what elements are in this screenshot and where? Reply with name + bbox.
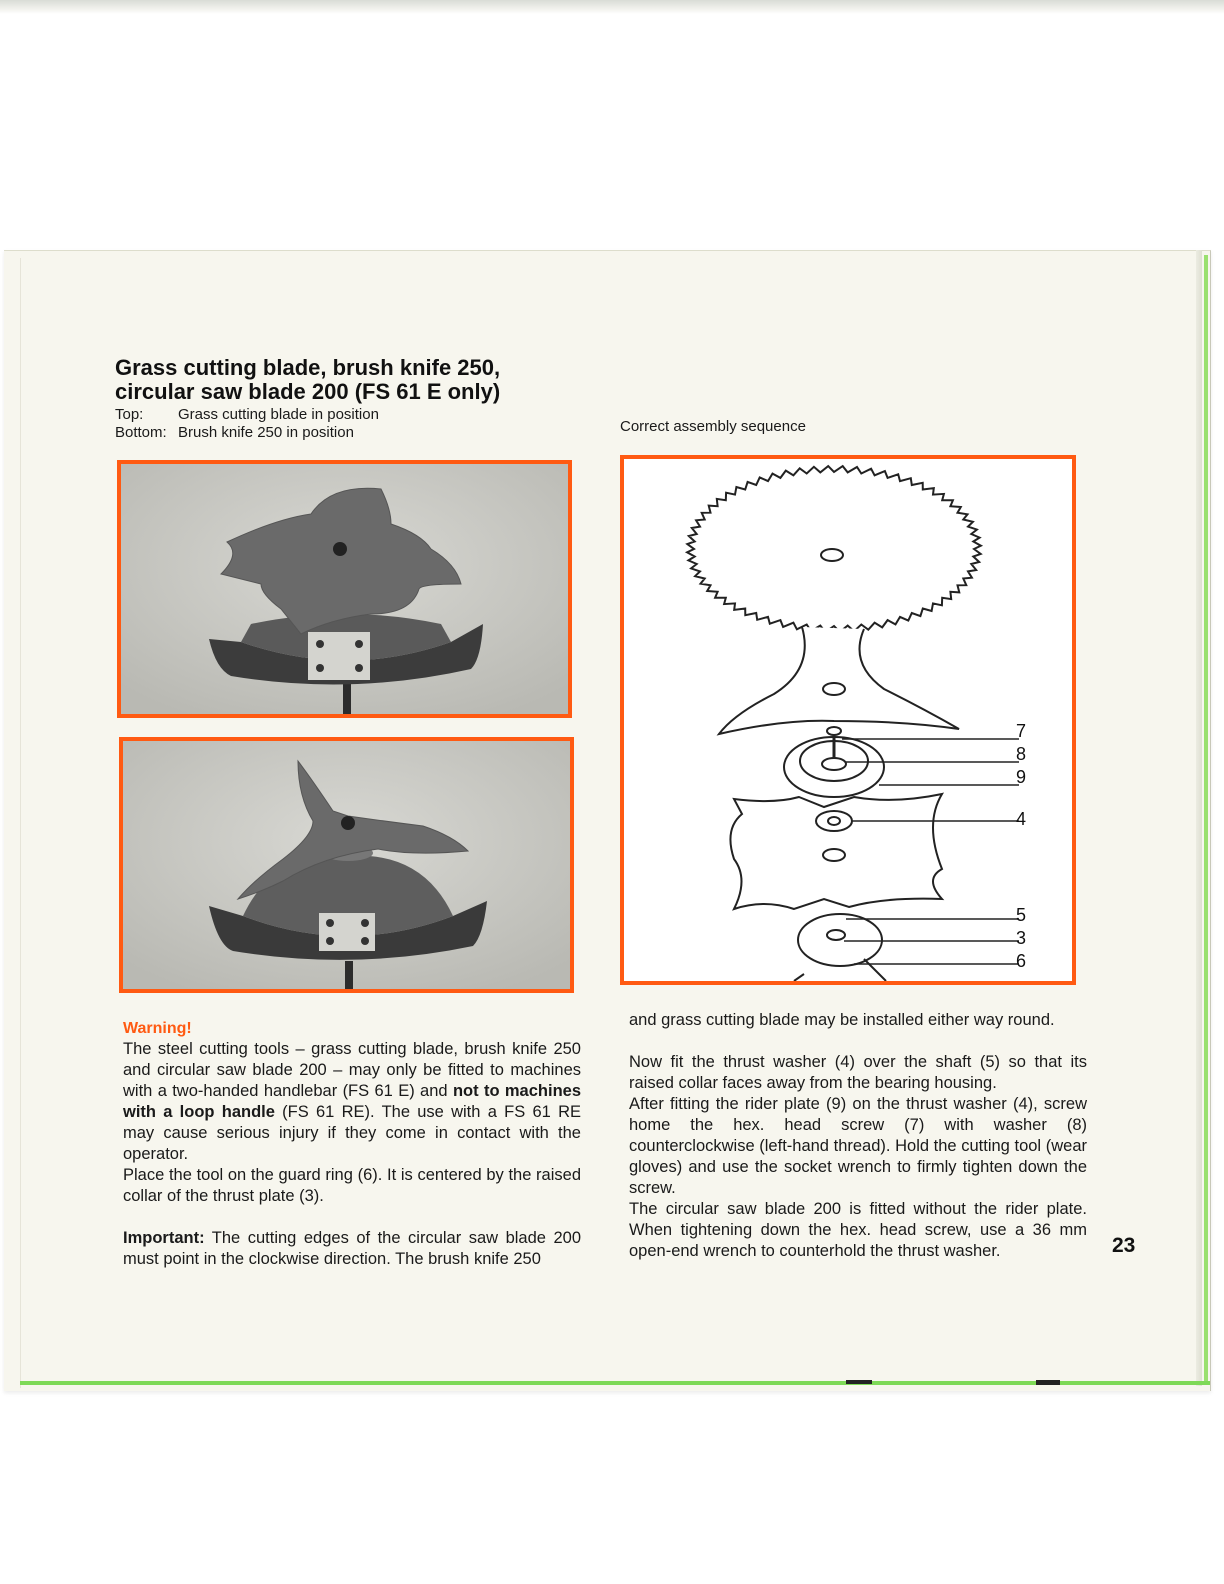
warning-text-end: (FS 61 RE). The use with a FS 61 RE may cause serious injury if they come in contact with the operator.	[123, 1103, 581, 1163]
caption-bottom-label: Bottom:	[115, 424, 167, 441]
caption-bottom-text: Brush knife 250 in position	[178, 424, 354, 441]
title-line-1: Grass cutting blade, brush knife 250,	[115, 355, 501, 380]
warning-text: The steel cutting tools – grass cutting blade, brush knife 250 and circular saw blade 200 – may only be fitted to machines with a two-handed handlebar (FS 61 E) and	[123, 1040, 581, 1100]
diagram-label: 7	[1016, 721, 1027, 741]
left-column-text	[123, 1018, 581, 1270]
warning-heading: Warning!	[123, 1020, 192, 1037]
right-column-text	[629, 1010, 1087, 1262]
warning-paragraph	[123, 1039, 581, 1165]
diagram-label: 5	[1016, 905, 1027, 925]
diagram-label: 3	[1016, 928, 1027, 948]
title-line-2: circular saw blade 200 (FS 61 E only)	[115, 379, 501, 404]
placement-paragraph: Place the tool on the guard ring (6). It is centered by the raised collar of the thrust plate (3).	[123, 1166, 581, 1205]
thrust-washer-paragraph: Now fit the thrust washer (4) over the shaft (5) so that its raised collar faces away from the bearing housing.	[629, 1053, 1087, 1092]
bottom-marker	[1036, 1380, 1060, 1385]
important-paragraph	[123, 1228, 581, 1270]
bottom-marker	[846, 1380, 872, 1384]
green-page-edge-bottom	[20, 1381, 1210, 1385]
scan-top-edge	[0, 0, 1224, 14]
grass-cutting-blade-photo	[117, 460, 572, 718]
page-stack-edge	[1196, 250, 1202, 1386]
caption-top-label: Top:	[115, 406, 144, 423]
diagram-label: 6	[1016, 951, 1027, 971]
page-number: 23	[1112, 1234, 1136, 1257]
photo-caption	[115, 406, 379, 442]
green-page-edge-right	[1204, 255, 1208, 1383]
warning-bold-text: not to machines with a loop handle	[123, 1082, 582, 1121]
brush-knife-photo	[119, 737, 574, 993]
diagram-label: 4	[1016, 809, 1027, 829]
diagram-label: 9	[1016, 767, 1027, 787]
saw-blade-paragraph: The circular saw blade 200 is fitted without the rider plate. When tightening down the hex. head screw, use a 36 mm open-end wrench to counterhold the thrust washer.	[629, 1200, 1087, 1260]
caption-top-text: Grass cutting blade in position	[178, 406, 379, 423]
diagram-caption: Correct assembly sequence	[620, 418, 806, 435]
continuation-paragraph: and grass cutting blade may be installed either way round.	[629, 1011, 1055, 1029]
diagram-label: 8	[1016, 744, 1027, 764]
rider-plate-paragraph: After fitting the rider plate (9) on the thrust washer (4), screw home the hex. head screw (7) with washer (8) counterclockwise (left-hand thread). Hold the cutting tool (wear gloves) and use the socket wrench to firmly tighten down the screw.	[629, 1095, 1087, 1197]
important-label: Important:	[123, 1229, 205, 1247]
page-fold-line	[20, 258, 21, 1388]
important-text: The cutting edges of the circular saw blade 200 must point in the clockwise direction. The brush knife 250	[123, 1229, 581, 1268]
assembly-sequence-diagram	[620, 455, 1076, 985]
page-title	[115, 356, 585, 404]
